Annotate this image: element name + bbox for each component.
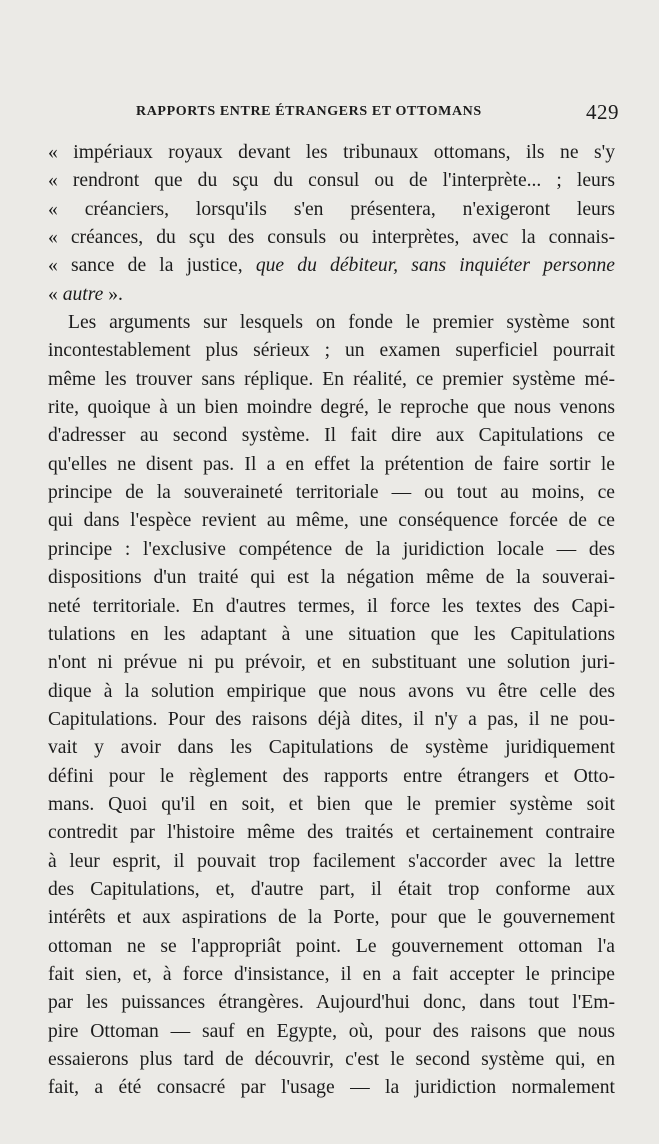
quote-line-italic: que du débiteur, sans inquiéter personne: [255, 255, 615, 277]
paragraph-line: des Capitulations, et, d'autre part, il était trop conforme aux: [48, 878, 615, 900]
quote-line-italic: autre: [62, 283, 104, 305]
paragraph-line: par les puissances étrangères. Aujourd'hui donc, dans tout l'Em-: [48, 992, 615, 1014]
paragraph-line: même les trouver sans réplique. En réalité, ce premier système mé-: [48, 368, 615, 390]
quote-line-text: « sance de la justice,: [48, 255, 256, 277]
paragraph-line: fait sien, et, à force d'insistance, il en a fait accepter le principe: [48, 963, 615, 985]
paragraph-line: à leur esprit, il pouvait trop facilement s'accorder avec la lettre: [48, 850, 615, 872]
paragraph-line: essaierons plus tard de découvrir, c'est le second système qui, en: [48, 1049, 615, 1070]
paragraph-line: principe : l'exclusive compétence de la juridiction locale — des: [48, 538, 615, 560]
quote-line-text: «: [48, 283, 63, 305]
paragraph-line: rite, quoique à un bien moindre degré, le reproche que nous venons: [48, 397, 615, 419]
paragraph-line: qu'elles ne disent pas. Il a en effet la prétention de faire sortir le: [48, 453, 615, 475]
paragraph-line: dispositions d'un traité qui est la négation même de la souverai-: [48, 567, 615, 589]
paragraph-line: incontestablement plus sérieux ; un examen superficiel pourrait: [48, 340, 615, 362]
quote-line: « créances, du sçu des consuls ou interprètes, avec la connais-: [48, 227, 615, 249]
quote-line: [48, 281, 615, 309]
paragraph-line: d'adresser au second système. Il fait dire aux Capitulations ce: [48, 425, 615, 447]
paragraph-line: fait, a été consacré par l'usage — la juridiction normalement: [48, 1077, 615, 1099]
paragraph-line: mans. Quoi qu'il en soit, et bien que le premier système soit: [48, 793, 615, 815]
paragraph-line: Les arguments sur lesquels on fonde le premier système sont: [68, 312, 615, 334]
paragraph-line: contredit par l'histoire même des traités et certainement contraire: [48, 822, 615, 844]
quote-line: « rendront que du sçu du consul ou de l'interprète... ; leurs: [48, 170, 615, 192]
page-header: [48, 100, 619, 128]
paragraph-line: qui dans l'espèce revient au même, une conséquence forcée de ce: [48, 510, 615, 532]
paragraph-line: n'ont ni prévue ni pu prévoir, et en substituant une solution juri-: [48, 652, 615, 674]
quote-line: « créanciers, lorsqu'ils s'en présentera, n'exigeront leurs: [48, 198, 615, 220]
quote-line: « impériaux royaux devant les tribunaux ottomans, ils ne s'y: [48, 142, 615, 163]
paragraph-line: ottoman ne se l'appropriât point. Le gouvernement ottoman l'a: [48, 935, 615, 957]
page-number: 429: [586, 100, 619, 124]
paragraph-line: vait y avoir dans les Capitulations de système juridiquement: [48, 737, 615, 759]
paragraph-line: dique à la solution empirique que nous avons vu être celle des: [48, 680, 615, 702]
paragraph-line: tulations en les adaptant à une situation que les Capitulations: [48, 623, 615, 645]
paragraph-line: neté territoriale. En d'autres termes, il force les textes des Capi-: [48, 595, 615, 617]
paragraph-line: intérêts et aux aspirations de la Porte, pour que le gouvernement: [48, 907, 615, 929]
quote-line-text: ».: [103, 283, 123, 305]
body-text: [48, 139, 615, 1103]
paragraph-line: pire Ottoman — sauf en Egypte, où, pour des raisons que nous: [48, 1020, 615, 1042]
quote-line: [48, 252, 615, 280]
paragraph-line: Capitulations. Pour des raisons déjà dites, il n'y a pas, il ne pou-: [48, 708, 615, 730]
paragraph-line: défini pour le règlement des rapports entre étrangers et Otto-: [48, 765, 615, 787]
paragraph-line: principe de la souveraineté territoriale — ou tout au moins, ce: [48, 482, 615, 504]
running-head: RAPPORTS ENTRE ÉTRANGERS ET OTTOMANS: [136, 104, 482, 119]
